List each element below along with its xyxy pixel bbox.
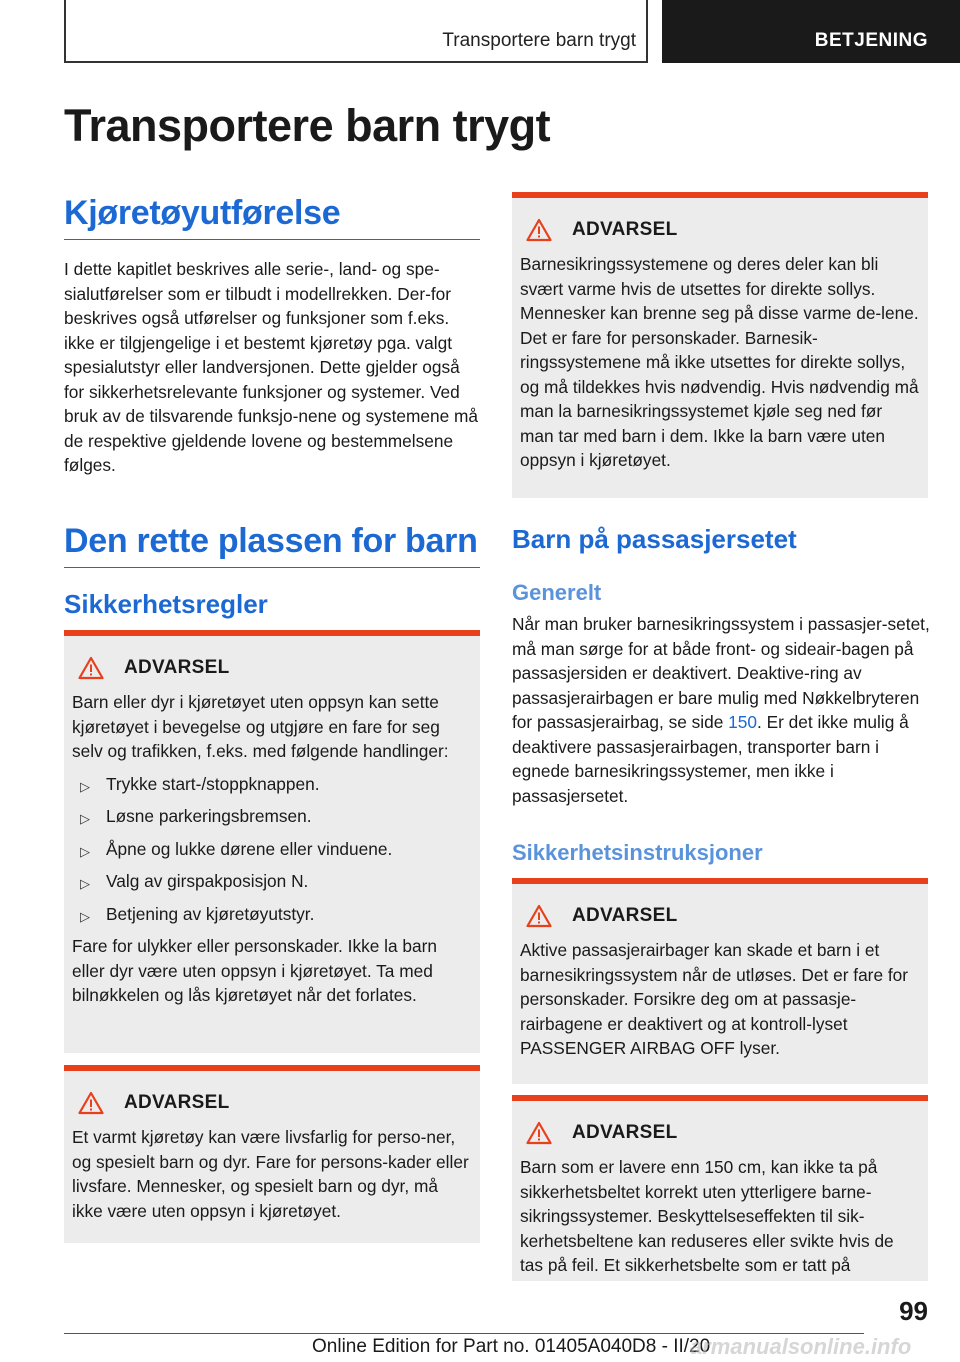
triangle-bullet-icon: ▷ [80, 778, 90, 794]
warning-label: ADVARSEL [124, 657, 230, 678]
warning-box-unattended [64, 630, 480, 1053]
warning-box-hot-seats [512, 192, 928, 498]
heading-general: Generelt [512, 580, 602, 605]
warning-text: Barnesikringssystemene og deres deler kan bli svært varme hvis de utsettes for direkte sollys. Mennesker kan brenne seg på disse varme de-lene. Det er fare for personskader. Barnesik-ringssystemene må ikke utsettes for direkte sollys, og må tildekkes hvis nødvendig. Hvis nødvendig må man la barnesikringssystemet kjøle seg ned før man tar med barn i dem. Ikke la barn være uten oppsyn i kjøretøyet. [520, 254, 919, 470]
heading-vehicle-version: Kjøretøyutførelse [64, 194, 480, 240]
heading-child-place: Den rette plassen for barn [64, 522, 480, 568]
warning-label: ADVARSEL [124, 1092, 230, 1113]
footer-edition: Online Edition for Part no. 01405A040D8 - II/20 [312, 1336, 711, 1357]
list-item: ▷ Åpne og lukke dørene eller vinduene. [72, 837, 472, 862]
warning-label: ADVARSEL [572, 905, 678, 926]
warning-triangle-icon [78, 656, 104, 680]
warning-triangle-icon [526, 1121, 552, 1145]
page-number: 99 [899, 1296, 928, 1326]
warning-intro: Barn eller dyr i kjøretøyet uten oppsyn kan sette kjøretøyet i bevegelse og utgjøre en fare for seg selv og trafikken, f.eks. med følgende handlinger: [72, 692, 449, 761]
header-section-tab [662, 0, 960, 63]
list-item: ▷ Trykke start-/stoppknappen. [72, 772, 472, 797]
header-chapter-box [64, 0, 648, 63]
warning-triangle-icon [78, 1091, 104, 1115]
warning-text: Et varmt kjøretøy kan være livsfarlig for perso-ner, og spesielt barn og dyr. Fare for persons-kader eller livsfare. Mennesker, og spesielt barn og dyr, må ikke være uten oppsyn i kjøretøyet. [72, 1127, 469, 1221]
warning-text: Aktive passasjerairbager kan skade et barn i et barnesikringssystem når de utløses. Det er fare for personskader. Forsikre deg om at passasje-rairbagene er deaktivert og at kontroll-lyset PASSENGER AIRBAG OFF lyser. [520, 940, 909, 1058]
warning-label: ADVARSEL [572, 219, 678, 240]
list-item: ▷ Betjening av kjøretøyutstyr. [72, 902, 472, 927]
general-text: Når man bruker barnesikringssystem i passasjer-setet, må man sørge for at både front- og sideair-bagen på passasjersiden er deaktivert. Deaktive-ring av passasjerairbagen er bare mulig med Nøkkelbryteren for passasjerairbag, se side 150. Er det ikke mulig å deaktivere passasjerairbagen, transporter barn i egnede barnesikringssystemer, men ikke i passasjersetet. [512, 614, 930, 806]
heading-child-passenger-seat: Barn på passasjersetet [512, 524, 797, 554]
triangle-bullet-icon: ▷ [80, 843, 90, 859]
section-label: BETJENING [814, 30, 928, 51]
triangle-bullet-icon: ▷ [80, 876, 90, 891]
warning-triangle-icon [526, 904, 552, 928]
warning-box-hot-vehicle [64, 1065, 480, 1243]
warning-box-seatbelt [512, 1095, 928, 1281]
warning-action-list [72, 772, 472, 927]
triangle-bullet-icon: ▷ [80, 908, 90, 924]
heading-safety-rules: Sikkerhetsregler [64, 589, 268, 619]
list-item: ▷ Løsne parkeringsbremsen. [72, 804, 472, 829]
chapter-title: Transportere barn trygt [442, 30, 636, 51]
heading-safety-instructions: Sikkerhetsinstruksjoner [512, 840, 763, 865]
triangle-bullet-icon: ▷ [80, 811, 90, 826]
warning-box-airbag [512, 878, 928, 1084]
warning-label: ADVARSEL [572, 1122, 678, 1143]
page-title: Transportere barn trygt [64, 100, 551, 151]
warning-outro: Fare for ulykker eller personskader. Ikke la barn eller dyr være uten oppsyn i kjøretøyet. Ta med bilnøkkelen og lås kjøretøyet når det forlates. [72, 936, 437, 1005]
list-item: ▷ Valg av girspakposisjon N. [72, 869, 472, 894]
warning-triangle-icon [526, 218, 552, 242]
vehicle-version-text: I dette kapitlet beskrives alle serie-, land- og spe-sialutførelser som er tilbudt i modellrekken. Der-for beskrives også utførelser og funksjoner som f.eks. ikke er tilgjengelige i et bestemt kjøretøy pga. valgt spesialutstyr eller landversjonen. Dette gjelder også for sikkerhetsrelevante funksjoner og systemer. Ved bruk av de tilsvarende funksjo-nene og systemene må de respektive gjeldende lovene og bestemmelsene følges. [64, 259, 479, 475]
page-link-150[interactable]: 150 [728, 712, 757, 732]
watermark: armanualsonline.info [690, 1334, 912, 1359]
warning-text: Barn som er lavere enn 150 cm, kan ikke ta på sikkerhetsbeltet korrekt uten ytterligere barne-sikringssystemer. Beskyttelseseffekten til sik-kerhetsbeltene kan reduseres eller svikte hvis de tas på feil. Et sikkerhetsbelte som er tatt på [520, 1157, 894, 1275]
